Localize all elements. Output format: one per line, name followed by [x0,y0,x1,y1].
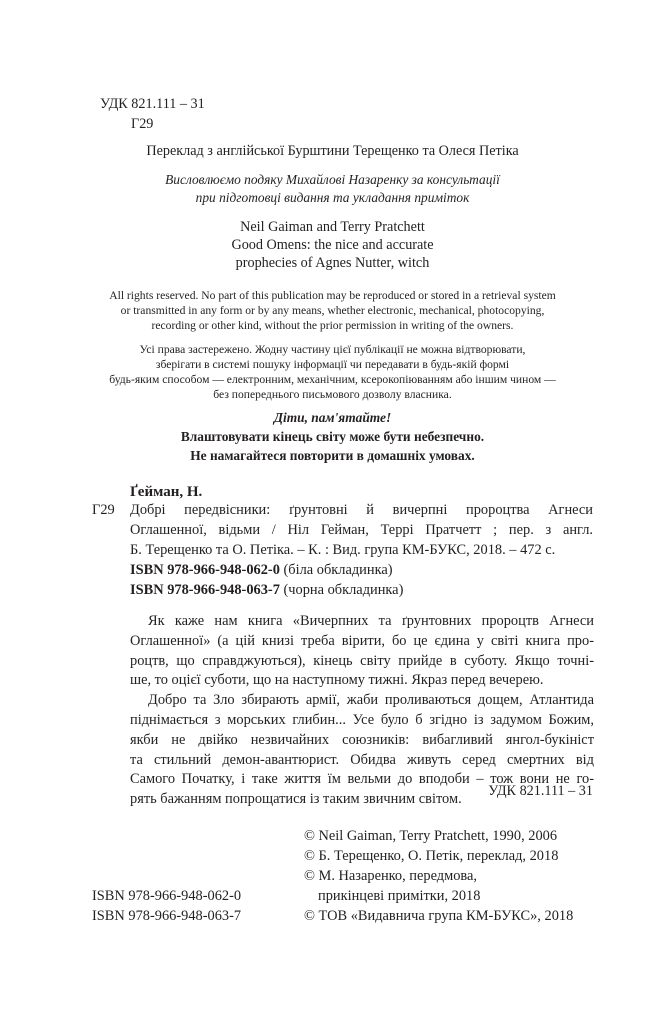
isbn-white: ISBN 978-966-948-062-0 [130,562,280,578]
warning-title: Діти, пам'ятайте! [273,410,392,425]
copyright-block [304,826,573,926]
rights-line: будь-яким способом — електронним, механічним, ксерокопіюванням або іншим чином — [109,373,556,386]
original-title-line: Good Omens: the nice and accurate [231,237,434,253]
translation-credit: Переклад з англійської Бурштини Терещенко та Олеся Петіка [146,143,519,159]
rights-line: All rights reserved. No part of this publication may be reproduced or stored in a retrieval system [109,289,556,302]
description-line: Оглашенної» (а цій книзі треба вірити, бо це єдина у світі книга про- [130,632,594,649]
isbn-block-bottom [92,886,241,926]
rights-line: без попереднього письмового дозволу власника. [213,388,452,401]
copyright-line: © Б. Терещенко, О. Петік, переклад, 2018 [304,848,559,864]
rights-notice-english [0,288,665,333]
bibliographic-line: Б. Терещенко та О. Петіка. – К. : Вид. група КМ-БУКС, 2018. – 472 с. [130,542,556,558]
rights-notice-ukrainian [0,342,665,402]
acknowledgement-line: Висловлюємо подяку Михайлові Назаренку за консультації [165,172,500,187]
rights-line: Усі права застережено. Жодну частину цієї публікації не можна відтворювати, [139,343,526,356]
copyright-line: © М. Назаренко, передмова, [304,868,478,884]
warning-line: Влаштовувати кінець світу може бути небезпечно. [180,429,485,444]
isbn-line-black [130,580,593,600]
isbn-bottom-line: ISBN 978-966-948-063-7 [92,908,242,924]
description-line: піднімається з морських глибин... Усе було б згідно із задумом Божим, [130,711,594,728]
udk-code-bottom: УДК 821.111 – 31 [488,783,593,799]
classification-code-left: Г29 [92,502,115,518]
description-line: якби не двійко незвичайних союзників: вибагливий янгол-букініст [130,731,594,748]
description-line: Як каже нам книга «Вичерпних та ґрунтовних пророцтв Агнеси [148,613,594,629]
acknowledgement [0,171,665,207]
original-title-line: prophecies of Agnes Nutter, witch [235,255,430,271]
description-line: рять бажанням попрощатися із таким звичним світом. [130,791,462,808]
warning-block [0,408,665,465]
copyright-line: прикінцеві примітки, 2018 [318,888,481,904]
rights-line: recording or other kind, without the prior permission in writing of the owners. [151,319,514,332]
copyright-line: © ТОВ «Видавнича група КМ-БУКС», 2018 [304,908,574,924]
warning-line: Не намагайтеся повторити в домашніх умовах. [190,448,475,463]
isbn-white-note: (біла обкладинка) [279,562,393,578]
classification-code-top: Г29 [131,116,154,132]
description-line: ше, то оцієї суботи, що на наступному тижні. Якраз перед вечерею. [130,672,544,689]
original-authors: Neil Gaiman and Terry Pratchett [240,219,425,235]
isbn-bottom-line: ISBN 978-966-948-062-0 [92,888,242,904]
description-line: та стильний демон-авантюрист. Обидва живуть серед смертних від [130,751,594,768]
bibliographic-record [130,500,593,600]
isbn-line-white [130,560,593,580]
acknowledgement-line: при підготовці видання та укладання приміток [195,190,470,205]
isbn-black: ISBN 978-966-948-063-7 [130,582,280,598]
description-line: роцтв, що справджуються), кінець світу прийде в суботу. Якщо точні- [130,652,594,669]
bibliographic-line: Оглашенної, відьми / Ніл Гейман, Террі Пратчетт ; пер. з англ. [130,522,593,538]
description-line: Самого Початку, і таке життя їм вельми до вподоби – тож вони не го- [130,771,594,788]
bibliographic-line: Добрі передвісники: ґрунтовні й вичерпні пророцтва Агнеси [130,502,593,518]
udk-code-top: УДК 821.111 – 31 [100,96,205,112]
original-title-block [0,218,665,272]
rights-line: or transmitted in any form or by any means, whether electronic, mechanical, photocopying, [120,304,545,317]
author-heading: Ґейман, Н. [130,484,203,500]
isbn-black-note: (чорна обкладинка) [279,582,404,598]
copyright-line: © Neil Gaiman, Terry Pratchett, 1990, 2006 [304,828,558,844]
book-description [130,612,594,810]
description-line: Добро та Зло збирають армії, жаби проливаються дощем, Атлантида [148,692,594,709]
rights-line: зберігати в системі пошуку інформації чи передавати в будь-якій формі [155,358,510,371]
